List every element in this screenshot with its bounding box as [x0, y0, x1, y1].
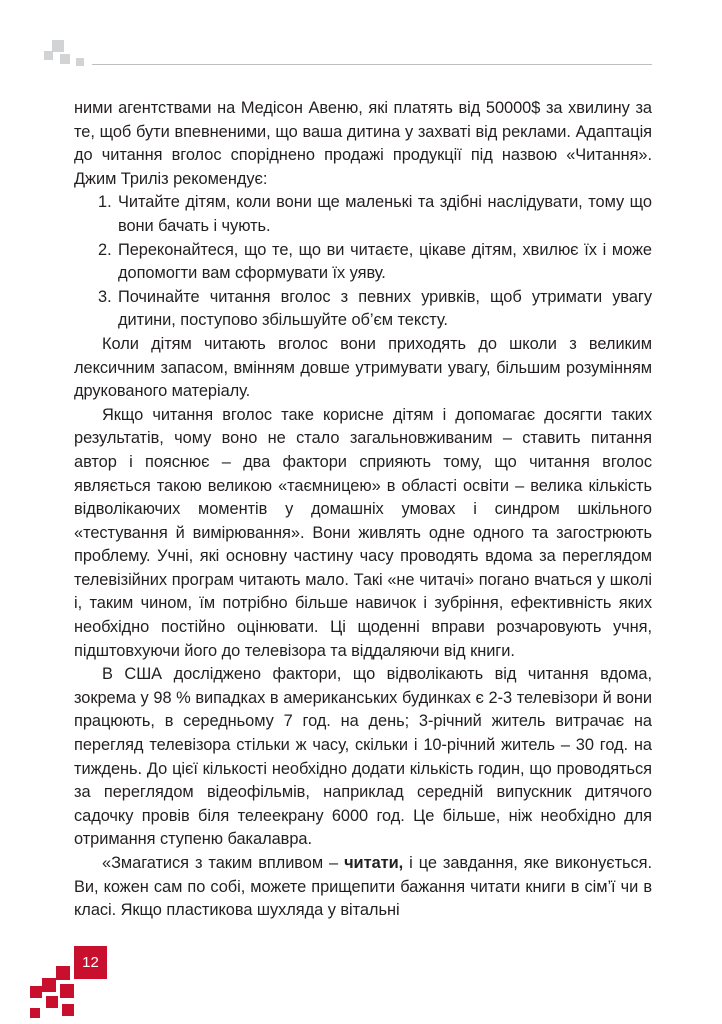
list-number: 3. [98, 287, 112, 306]
text-run: «Змагатися з таким впливом – [102, 854, 345, 872]
footer-square [30, 1008, 40, 1018]
header-square [60, 54, 70, 64]
paragraph: Коли дітям читають вголос вони приходять до школи з великим лексичним запасом, вмінням довше утримувати увагу, більшим розумінням друкованого матеріалу. [74, 334, 652, 401]
list-item [98, 239, 652, 286]
bold-text: читати, [344, 854, 404, 872]
paragraph: Якщо читання вголос таке корисне дітям і допомагає досягти таких результатів, чому воно не стало загальновживаним – ставить питання автор і пояснює – два фактори сприяють тому, що читання вголос являється такою великою «таємницею» в області освіти – велика кількість відволікаючих моментів у домашніх умовах і синдром шкільного «тестування й вимірювання». Вони живлять одне одного та загострюють проблему. Учні, які основну частину часу проводять вдома за переглядом телевізійних програм читають мало. Такі «не читачі» погано вчаться у школі і, таким чином, їм потрібно більше навичок і зубріння, ефективність яких необхідно постійно оцінювати. Ці щоденні вправи розчаровують учня, підштовхуючи його до телевізора та віддаляючи від книги. [74, 405, 652, 660]
footer-square [56, 966, 70, 980]
recommendations-list [74, 191, 652, 333]
footer-square [62, 1004, 74, 1016]
paragraph: ними агентствами на Медісон Авеню, які платять від 50000$ за хвилину за те, щоб бути впевненими, що ваша дитина у захваті від реклами. Адаптація до читання вголос споріднено продажі продукції під назвою «Читання». Джим Триліз рекомендує: [74, 99, 652, 188]
list-text: Читайте дітям, коли вони ще маленькі та здібні наслідувати, тому що вони бачать і чують. [118, 193, 652, 235]
list-number: 1. [98, 193, 112, 212]
header-square [76, 58, 84, 66]
footer-square [30, 986, 42, 998]
footer-square [42, 978, 56, 992]
body-text [74, 97, 652, 923]
list-item [98, 191, 652, 238]
page-number: 12 [74, 946, 107, 979]
header-square [52, 40, 64, 52]
footer-square [60, 984, 74, 998]
list-text: Починайте читання вголос з певних уривків, щоб утримати увагу дитини, поступово збільшуйте об’єм тексту. [118, 287, 652, 330]
paragraph [74, 852, 652, 923]
list-text: Переконайтеся, що те, що ви читаєте, цікаве дітям, хвилює їх і може допомогти вам сформувати їх уяву. [118, 240, 652, 283]
header-square [44, 51, 53, 60]
paragraph: В США досліджено фактори, що відволікають від читання вдома, зокрема у 98 % випадках в американських будинках є 2-3 телевізори й вони працюють, в середньому 7 год. на день; 3-річний житель витрачає на перегляд телевізора стільки ж часу, скільки і 10-річний житель – 30 год. на тиждень. До цієї кількості необхідно додати кількість годин, що проводяться за переглядом відеофільмів, наприклад середній випускник дитячого садочку провів біля телеекрану 6000 год. Це більше, ніж необхідно для отримання ступеню бакалавра. [74, 665, 652, 849]
footer-square [46, 996, 58, 1008]
list-item [98, 286, 652, 333]
list-number: 2. [98, 240, 112, 259]
text-run: і це завдання, яке виконується. Ви, кожен сам по собі, можете прищепити бажання читати книги в сім’ї чи в класі. Якщо пластикова шухляда у вітальні [74, 854, 652, 920]
header-rule [92, 64, 652, 65]
